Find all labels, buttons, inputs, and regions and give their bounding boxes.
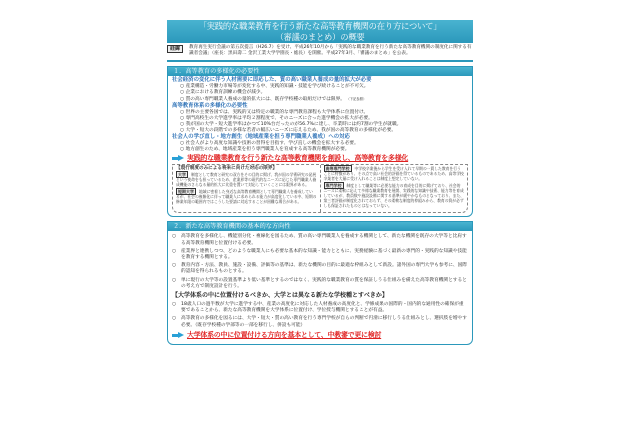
tag-label: 大学: [178, 172, 186, 178]
group-heading: 社会人の学び直し・地方創生（地域産業を担う専門職業人養成）への対応: [172, 134, 350, 141]
group-1: [172, 77, 468, 103]
bullet: ○ 世界の主要各国では、実践的又は特定の職業的な専門教育課程も大学体系に位置付け。: [180, 110, 369, 116]
section-2: [167, 221, 473, 344]
section-2-header: ２．新たな高等教育機関の基本的な方向性: [168, 222, 472, 231]
item-text: 産業界と連携しつつ、どのような職業人にも必要な基本的な知識・能力とともに、実務経験に基づく最新の専門的・実践的な知識や技能を教育する機関とする。: [181, 248, 467, 261]
circle-bullet-icon: ○: [172, 263, 177, 269]
arrow-right-icon: [172, 332, 184, 339]
circle-bullet-icon: ○: [172, 248, 177, 254]
item-text: 18歳人口の過半数が大学に進学する中、産業の高度化に対応した人材養成の高度化と、学修成果の国際的・国内的な通用性の確保が重要であることから、新たな高等教育機関を大学体系に位置付け、学位授与機関とすることが有益。: [181, 302, 464, 314]
section-1: [167, 66, 473, 217]
group-2: [172, 103, 468, 134]
direction-item: [172, 278, 468, 290]
tag-label: 専門学校: [325, 183, 342, 189]
circle-bullet-icon: ○: [172, 234, 177, 240]
question-heading: 【大学体系の中に位置付けるべきか、大学とは異なる新たな学校種とすべきか】: [172, 292, 388, 300]
conclusion-text: 大学体系の中に位置付ける方向を基本として、中教審で更に検討: [187, 330, 382, 339]
limit-text: 地域に密着した身近な高等教育機関として専門職業人を養成しているが、社会の複雑化に伴って職業人に求められる能力が高度化している中、短期の修業年限の範囲内ではこうした要請に対応することが困難な場合がある。: [176, 189, 317, 205]
direction-item: [172, 249, 468, 261]
background-block: [167, 43, 473, 62]
item-text: 高等教育を多様化し、機能別分化・複線化を図るため、質の高い専門職業人を養成する機関として、新たな機関を既存の大学等と比肩する高等教育機関と位置付ける必要。: [181, 234, 467, 246]
bullet-text: ○ 質の高い専門職業人養成の量的拡大には、既存学校種の取組だけでは限界。: [180, 97, 345, 103]
question-item: [172, 316, 468, 328]
conclusion-text: 実践的な職業教育を行う新たな高等教育機関を創設し、高等教育を多様化: [187, 154, 409, 163]
tag-label: 高等専門学校: [325, 166, 350, 172]
bullet: ○ 我が国の大学・短大進学率はかつて10%台だったのが56.7%に達し、卒業時には約7割の学生が就職。: [180, 122, 402, 128]
document-page: [167, 20, 473, 345]
limits-right-column: [320, 165, 468, 212]
bullet-note: （下記参照）: [346, 97, 367, 102]
title-line-2: （審議のまとめ）の概要: [275, 31, 365, 42]
bullet: ○ 大学・短大の段階での多様な若者の幅広いニーズに応えるため、我が国の高等教育の多様化が必要。: [180, 128, 397, 134]
bullet: ○ 産業構造・労働力市場等が変化する中、実践的知識・技能を学び続けることが不可欠。: [180, 84, 369, 90]
circle-bullet-icon: ○: [172, 302, 177, 308]
bullet: ○ 企業における教育訓練の機会が減少。: [180, 90, 266, 96]
title-line-1: 「実践的な職業教育を行う新たな高等教育機関の在り方について」: [198, 21, 442, 31]
group-heading: 高等教育体系の多様化の必要性: [172, 103, 248, 110]
limits-left-column: [173, 165, 320, 212]
document-title: [167, 20, 473, 43]
group-heading: 社会経済の変化に伴う人材需要に即応した、質の高い職業人養成の量的拡大が必要: [172, 77, 372, 84]
arrow-right-icon: [172, 155, 184, 162]
group-3: [172, 134, 468, 153]
section-1-conclusion: [172, 154, 468, 163]
section-1-header: １．高等教育の多様化の必要性: [168, 67, 472, 76]
limits-box: [172, 164, 468, 213]
limit-vocational-school: [324, 183, 465, 208]
question-item: [172, 302, 468, 314]
item-text: 教育内容・方法、教員、施設・設備、評価等の基準は、新たな機関の目的に最適な枠組みとして新設。諸外国の専門大学も参考に、国際的認知を得られるものとする。: [181, 263, 467, 275]
item-text: 高等教育の多様化を図るには、大学・短大・質の高い教育を行う専門学校が自らの判断で円滑に移行しうる仕組みとし、選択肢を増やす必要。（既存学校種の学部等の一部を移行し、併設も可能）: [181, 316, 467, 328]
background-tag: 経緯: [167, 45, 183, 53]
limits-title: 【現行制度のみによる将来に向けた対応の限界】: [176, 166, 278, 172]
direction-item: [172, 263, 468, 275]
limit-university: [176, 172, 317, 187]
section-2-conclusion: [172, 331, 468, 340]
limit-kosen: [324, 166, 465, 181]
limit-text: 中学校卒業後から学生を受け入れて早期の一貫した教育を行うことに特徴があり、その点で高い社会的評価を得ているものであるため、高等学校卒業者を大量に受け入れることは制度上想定していない。: [323, 166, 464, 182]
circle-bullet-icon: ○: [172, 316, 177, 322]
direction-item: [172, 234, 468, 246]
limit-text: 制度として職業等に必要な能力の育成を目的に掲げており、社会的ニーズに柔軟に応えて多様な職業教育を展開、実践的な知識や技術、能力等を育成しているが、教員数や施設設備に関する基準が緩やかなものとなっており、また、第三者評価が制度化されておらず、その柔軟な制度的枠組みから、教育の質が必ずしも保証されたものとはなっていない。: [323, 183, 464, 209]
circle-bullet-icon: ○: [172, 277, 177, 283]
bullet: ○ 地方創生のため、地域産業を担う専門職業人を育成する高等教育機関が必要。: [180, 147, 350, 153]
bullet: ○ 専門高校生の大学進学率は平均２割程度で、そのニーズに合った進学機会の拡大が必要。: [180, 116, 373, 122]
background-text: 教育再生実行会議の第五次提言（H26.7）を受け、平成26年10月から「実践的な職業教育を行う新たな高等教育機関の制度化に関する有識者会議」（座長：黒田壽二 金沢工業大学学園長・総長）を開催。平成27年3月、「審議のまとめ」を公表。: [189, 45, 472, 57]
tag-label: 短期大学: [178, 189, 194, 195]
bullet: ○ 社会人がより高度な知識や技術の習得を目指す、学び直しの機会を拡大する必要。: [180, 141, 359, 147]
limit-junior-college: [176, 189, 317, 204]
limit-text: 制度として教育と研究の双方をその目的に掲げ、我が国の学術研究の発展という使命をも担っているため、産業界等の現代的なニーズに応じた専門職業人養成機能のさらなる量的拡大に比重を置いて対応していくことには限界がある。: [176, 172, 317, 188]
item-text: 単に現行の大学等の設置基準より低い基準とするのではなく、実践的な職業教育の質を保証しうる仕組みを備えた高等教育機関とするとの考え方で制度設計を行う。: [181, 277, 467, 289]
